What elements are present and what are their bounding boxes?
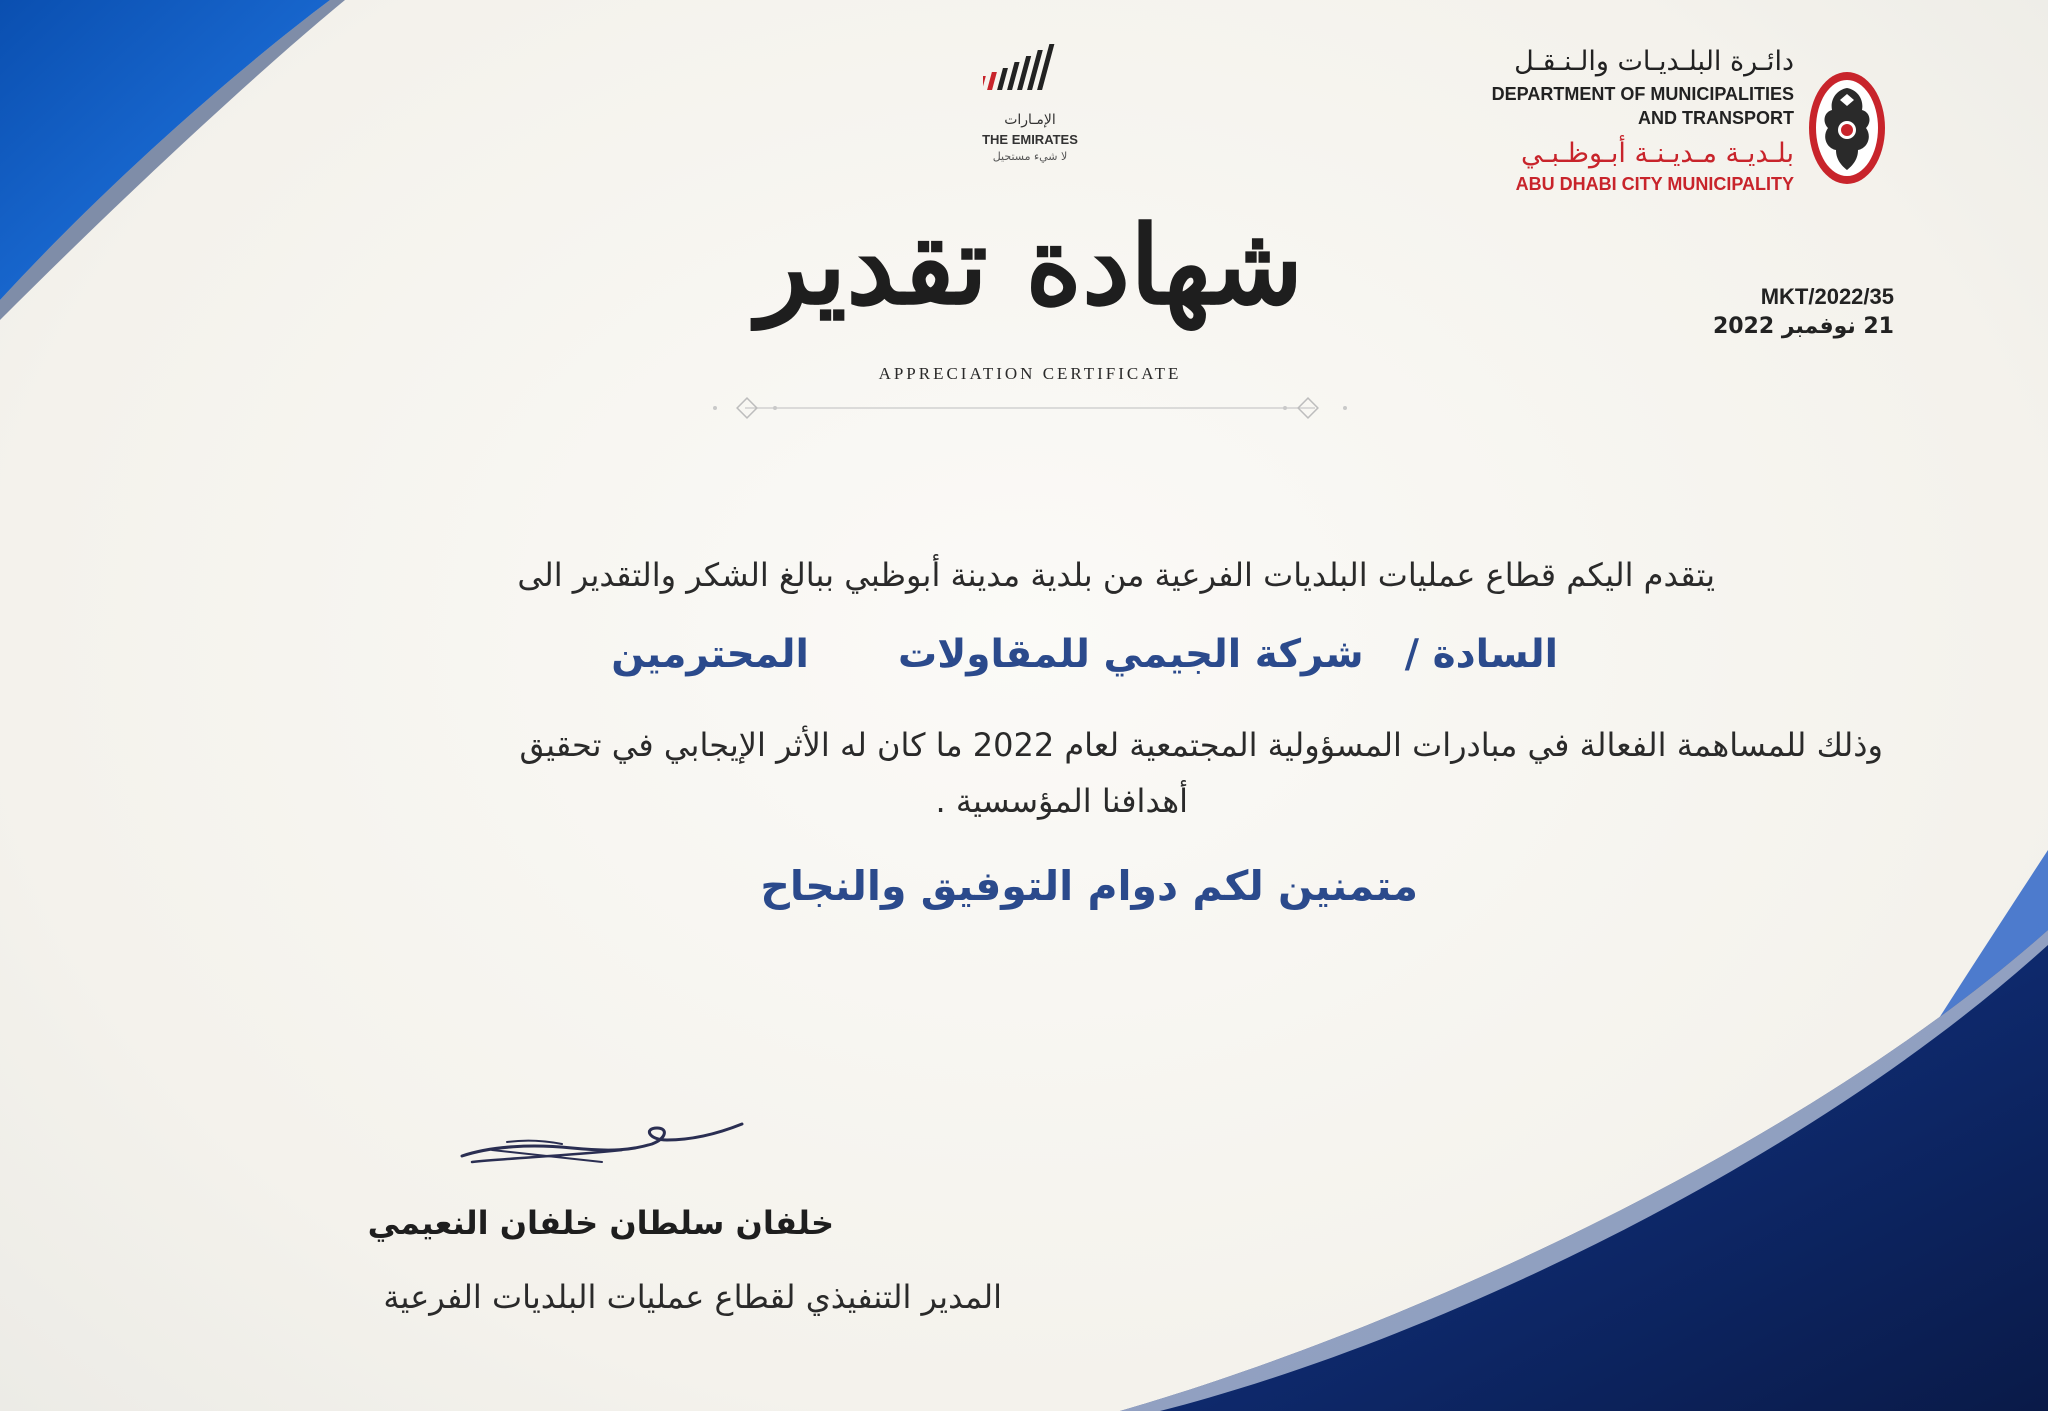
recipient-name: شركة الجيمي للمقاولات <box>898 632 1364 677</box>
department-name-english-line2: AND TRANSPORT <box>1638 108 1794 128</box>
certificate-title-english: APPRECIATION CERTIFICATE <box>878 364 1182 383</box>
municipality-name-english: ABU DHABI CITY MUNICIPALITY <box>1515 174 1794 194</box>
intro-text: يتقدم اليكم قطاع عمليات البلديات الفرعية من بلدية مدينة أبوظبي ببالغ الشكر والتقدير الى <box>517 556 1715 594</box>
certificate-title-arabic: شهادة تقدير <box>756 203 1304 329</box>
emirates-logo <box>983 38 1079 104</box>
signatory-title: المدير التنفيذي لقطاع عمليات البلديات الفرعية <box>383 1278 1002 1316</box>
certificate-date: 21 نوفمبر 2022 <box>1712 314 1894 339</box>
recipient-line <box>258 632 1558 677</box>
bottom-right-wave <box>1120 930 2048 1411</box>
signatory-name: خلفان سلطان خلفان النعيمي <box>367 1204 834 1242</box>
abu-dhabi-emblem-icon <box>1806 66 1888 196</box>
ornamental-divider <box>705 390 1355 426</box>
emirates-brand-arabic: الإمـارات <box>1004 112 1056 128</box>
salutation: السادة / <box>1404 632 1558 677</box>
emirates-brand-english: THE EMIRATES <box>982 132 1078 147</box>
emirates-tagline: لا شيء مستحيل <box>992 150 1068 163</box>
handwritten-signature <box>452 1104 752 1184</box>
reason-text-continued: أهدافنا المؤسسية . <box>935 782 1188 820</box>
honorific: المحترمين <box>611 632 809 677</box>
closing-wishes: متمنين لكم دوام التوفيق والنجاح <box>760 862 1418 910</box>
municipality-name-arabic: بلـديـة مـديـنـة أبـوظـبـي <box>1521 138 1794 169</box>
reference-number: MKT/2022/35 <box>1760 284 1894 309</box>
department-name-english: DEPARTMENT OF MUNICIPALITIES <box>1491 84 1794 104</box>
department-name-arabic: دائـرة البلـديـات والـنـقـل <box>1514 46 1794 77</box>
reason-text: وذلك للمساهمة الفعالة في مبادرات المسؤولية المجتمعية لعام 2022 ما كان له الأثر الإيجابي في تحقيق <box>519 726 1883 764</box>
